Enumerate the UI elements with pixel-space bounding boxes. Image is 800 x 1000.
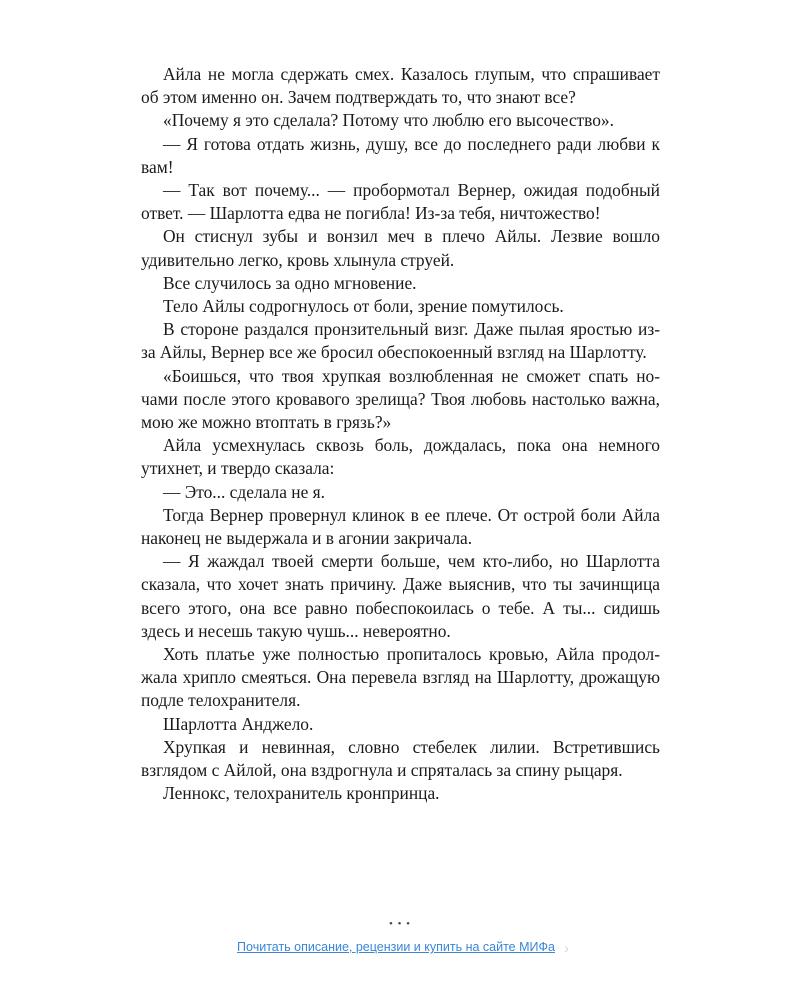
book-page-text: [141, 63, 660, 806]
paragraph-8: В стороне раздался пронзительный визг. Даже пылая яростью из-за Айлы, Вернер все же бросил обеспокоенный взгляд на Шарлотту.: [141, 319, 660, 363]
paragraph-10: Айла усмехнулась сквозь боль, дождалась, пока она немного утихнет, и твердо сказала:: [141, 435, 660, 479]
chevron-right-icon: ›: [564, 940, 569, 956]
paragraph-16: Хрупкая и невинная, словно стебелек лилии. Встретившись взглядом с Айлой, она вздрогнула и спряталась за спину рыцаря.: [141, 736, 660, 781]
promo-link[interactable]: [231, 939, 569, 956]
paragraph-5: Он стиснул зубы и вонзил меч в плечо Айлы. Лезвие вошло удивительно легко, кровь хлынула струей.: [141, 226, 660, 270]
paragraph-9: «Боишься, что твоя хрупкая возлюбленная не сможет спать ночами после этого кровавого зрелища? Твоя любовь настолько важна, мою же можно втоптать в грязь?»: [141, 365, 660, 433]
paragraph-14: Хоть платье уже полностью пропиталось кровью, Айла продолжала хрипло смеяться. Она перевела взгляд на Шарлотту, дрожащую подле телохранителя.: [141, 644, 660, 711]
paragraph-6: Все случилось за одно мгновение.: [163, 272, 417, 293]
promo-banner: [0, 938, 800, 956]
paragraph-13: — Я жаждал твоей смерти больше, чем кто-либо, но Шарлотта сказала, что хочет знать причину. Даже выяснив, что ты зачинщица всего этого, она все равно побеспокоилась о тебе. А ты... сидишь здесь и несешь такую чушь... невероятно.: [141, 551, 660, 641]
paragraph-3: — Я готова отдать жизнь, душу, все до последнего ради любви к вам!: [141, 133, 660, 177]
paragraph-15: Шарлотта Анджело.: [163, 713, 314, 734]
paragraph-4: — Так вот почему... — пробормотал Вернер, ожидая подобный ответ. — Шарлотта едва не погибла! Из-за тебя, ничтожество!: [141, 180, 660, 224]
paragraph-2: «Почему я это сделала? Потому что люблю его высочество».: [163, 110, 614, 131]
page-number: • • •: [388, 918, 412, 930]
paragraph-11: — Это... сделала не я.: [163, 481, 325, 502]
promo-link-text: Почитать описание, рецензии и купить на сайте МИФа: [237, 940, 555, 954]
paragraph-1: Айла не могла сдержать смех. Казалось глупым, что спрашивает об этом именно он. Зачем подтверждать то, что знают все?: [141, 64, 660, 108]
paragraph-12: Тогда Вернер провернул клинок в ее плече. От острой боли Айла наконец не выдержала и в агонии закричала.: [141, 504, 660, 549]
paragraph-17: Леннокс, телохранитель кронпринца.: [163, 783, 440, 804]
paragraph-7: Тело Айлы содрогнулось от боли, зрение помутилось.: [163, 296, 564, 317]
